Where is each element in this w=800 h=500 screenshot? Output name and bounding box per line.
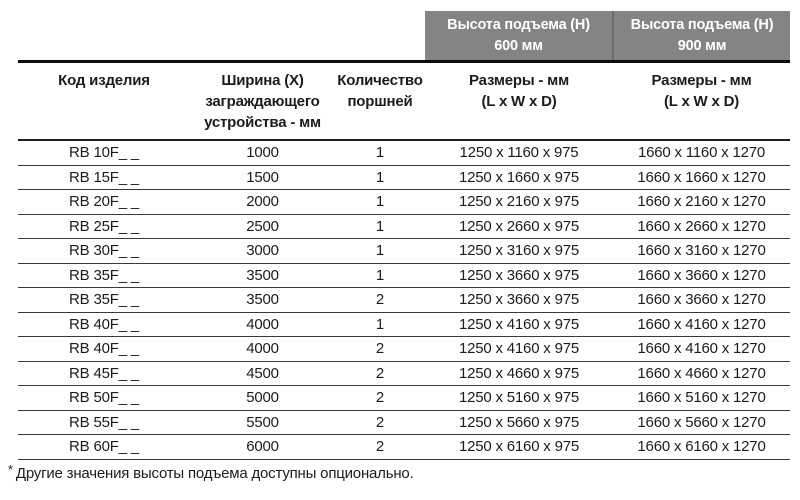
- table-cell: 1250 x 6160 x 975: [425, 435, 613, 460]
- table-cell: 2: [335, 410, 425, 435]
- column-header-line: заграждающего: [205, 93, 320, 110]
- table-cell: 1: [335, 263, 425, 288]
- table-cell: 4500: [190, 361, 335, 386]
- table-row: [18, 263, 790, 288]
- lift-height-900-title: Высота подъема (H): [630, 16, 774, 33]
- lift-height-900-value: 900 мм: [677, 37, 727, 54]
- table-cell: 1250 x 4160 x 975: [425, 312, 613, 337]
- column-header-dimensions-900: [613, 62, 790, 141]
- table-cell: 5000: [190, 386, 335, 411]
- table-cell: 4000: [190, 312, 335, 337]
- table-cell: 1660 x 1660 x 1270: [613, 165, 790, 190]
- table-row: [18, 312, 790, 337]
- table-cell: RB 40F_ _: [18, 337, 190, 362]
- table-cell: RB 45F_ _: [18, 361, 190, 386]
- table-row: [18, 337, 790, 362]
- table-cell: 2500: [190, 214, 335, 239]
- table-cell: RB 35F_ _: [18, 288, 190, 313]
- table-row: [18, 214, 790, 239]
- column-header-dimensions-600: [425, 62, 613, 141]
- table-cell: 1250 x 1160 x 975: [425, 140, 613, 165]
- table-cell: RB 55F_ _: [18, 410, 190, 435]
- table-cell: 2: [335, 288, 425, 313]
- table-cell: 1660 x 5160 x 1270: [613, 386, 790, 411]
- column-header-line: Количество: [337, 72, 423, 89]
- table-row: [18, 239, 790, 264]
- column-header-line: Размеры - мм: [651, 72, 752, 89]
- table-cell: 1660 x 2160 x 1270: [613, 190, 790, 215]
- column-header-product-code: [18, 62, 190, 141]
- table-cell: 1500: [190, 165, 335, 190]
- spec-sheet-area: [18, 11, 790, 460]
- table-cell: 2: [335, 386, 425, 411]
- table-cell: 1660 x 4660 x 1270: [613, 361, 790, 386]
- table-cell: 2: [335, 337, 425, 362]
- column-header-piston-count: [335, 62, 425, 141]
- table-cell: 3500: [190, 288, 335, 313]
- table-cell: 1: [335, 239, 425, 264]
- table-row: [18, 410, 790, 435]
- table-row: [18, 140, 790, 165]
- table-cell: 1: [335, 165, 425, 190]
- table-cell: 1000: [190, 140, 335, 165]
- table-cell: 1660 x 4160 x 1270: [613, 312, 790, 337]
- table-cell: 1250 x 3160 x 975: [425, 239, 613, 264]
- table-row: [18, 288, 790, 313]
- table-cell: 1250 x 3660 x 975: [425, 263, 613, 288]
- table-cell: 2: [335, 435, 425, 460]
- column-header-line: Код изделия: [58, 72, 150, 89]
- table-cell: 6000: [190, 435, 335, 460]
- lift-height-band-row: [18, 11, 790, 62]
- table-row: [18, 435, 790, 460]
- table-cell: 2: [335, 361, 425, 386]
- table-cell: RB 25F_ _: [18, 214, 190, 239]
- footnote-asterisk: *: [8, 462, 13, 477]
- table-cell: 1250 x 2160 x 975: [425, 190, 613, 215]
- column-header-line: (L x W x D): [481, 93, 557, 110]
- table-row: [18, 190, 790, 215]
- table-cell: 1250 x 4660 x 975: [425, 361, 613, 386]
- table-cell: 1250 x 2660 x 975: [425, 214, 613, 239]
- column-header-line: Размеры - мм: [469, 72, 569, 89]
- table-cell: 3000: [190, 239, 335, 264]
- table-cell: RB 60F_ _: [18, 435, 190, 460]
- lift-height-600-value: 600 мм: [494, 37, 543, 54]
- table-cell: RB 20F_ _: [18, 190, 190, 215]
- table-cell: 5500: [190, 410, 335, 435]
- column-header-line: устройства - мм: [204, 114, 321, 131]
- table-cell: 1660 x 3660 x 1270: [613, 263, 790, 288]
- product-spec-table: [18, 11, 790, 460]
- table-cell: 2000: [190, 190, 335, 215]
- table-cell: RB 50F_ _: [18, 386, 190, 411]
- table-cell: RB 35F_ _: [18, 263, 190, 288]
- column-header-line: Ширина (X): [221, 72, 304, 89]
- footnote: [8, 462, 414, 482]
- table-cell: 3500: [190, 263, 335, 288]
- table-cell: 1250 x 5160 x 975: [425, 386, 613, 411]
- table-cell: 1250 x 4160 x 975: [425, 337, 613, 362]
- table-cell: 1660 x 2660 x 1270: [613, 214, 790, 239]
- table-cell: 1660 x 6160 x 1270: [613, 435, 790, 460]
- footnote-text: Другие значения высоты подъема доступны опционально.: [15, 465, 414, 482]
- table-cell: 1250 x 3660 x 975: [425, 288, 613, 313]
- table-cell: 1: [335, 190, 425, 215]
- column-header-line: (L x W x D): [663, 93, 740, 110]
- lift-height-600-title: Высота подъема (H): [447, 16, 590, 33]
- table-cell: 1660 x 1160 x 1270: [613, 140, 790, 165]
- table-cell: 1660 x 5660 x 1270: [613, 410, 790, 435]
- table-cell: 4000: [190, 337, 335, 362]
- table-cell: 1250 x 5660 x 975: [425, 410, 613, 435]
- table-row: [18, 386, 790, 411]
- table-cell: 1: [335, 312, 425, 337]
- band-spacer: [18, 11, 425, 62]
- table-row: [18, 165, 790, 190]
- table-cell: RB 40F_ _: [18, 312, 190, 337]
- column-header-row: [18, 62, 790, 141]
- table-cell: RB 15F_ _: [18, 165, 190, 190]
- spec-table-body: [18, 140, 790, 459]
- lift-height-900-header: [613, 11, 790, 62]
- lift-height-600-header: [425, 11, 613, 62]
- table-cell: 1660 x 3160 x 1270: [613, 239, 790, 264]
- table-cell: 1660 x 3660 x 1270: [613, 288, 790, 313]
- table-cell: 1250 x 1660 x 975: [425, 165, 613, 190]
- table-cell: RB 30F_ _: [18, 239, 190, 264]
- table-cell: 1: [335, 214, 425, 239]
- table-cell: RB 10F_ _: [18, 140, 190, 165]
- column-header-width: [190, 62, 335, 141]
- table-cell: 1: [335, 140, 425, 165]
- table-row: [18, 361, 790, 386]
- table-cell: 1660 x 4160 x 1270: [613, 337, 790, 362]
- column-header-line: поршней: [347, 93, 413, 110]
